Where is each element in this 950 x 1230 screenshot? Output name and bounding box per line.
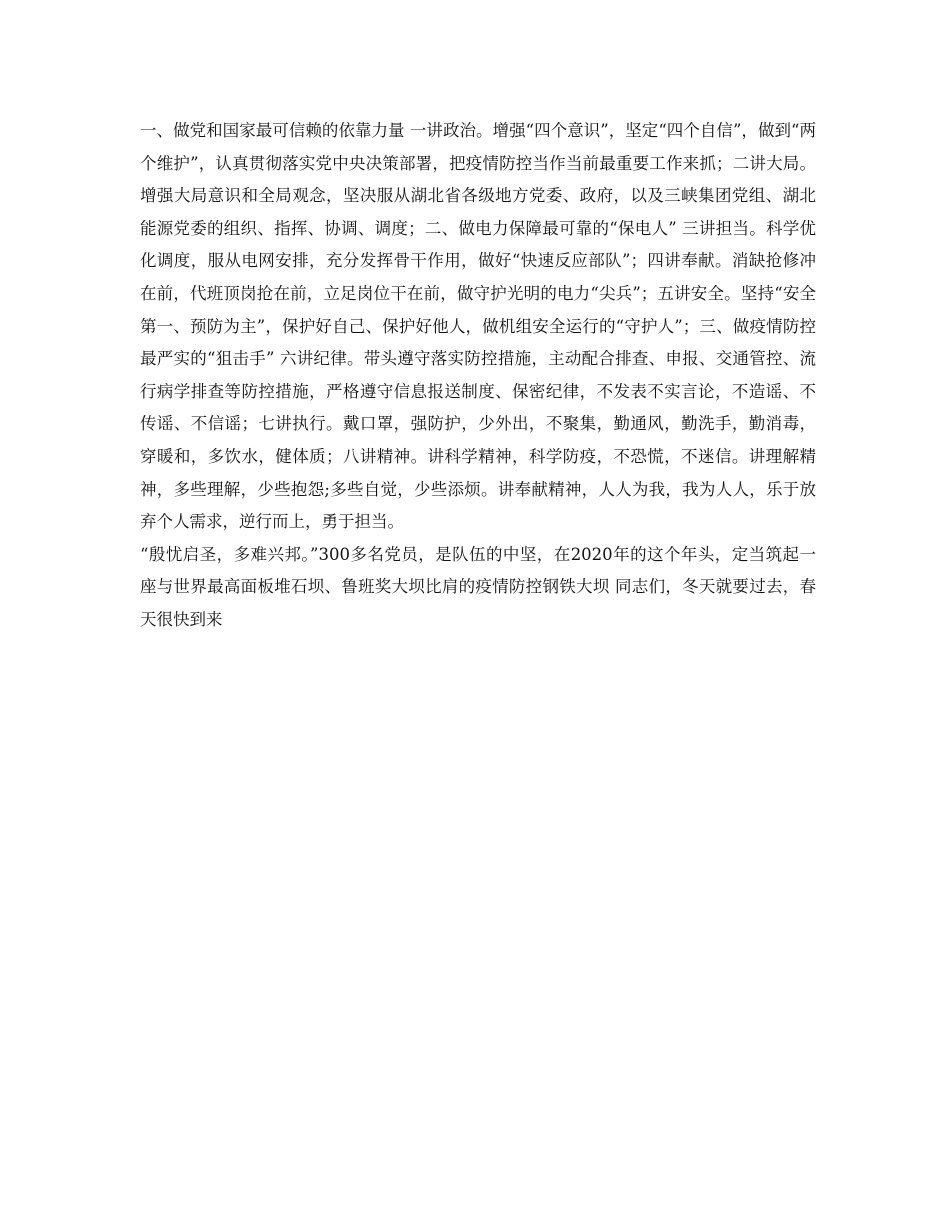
paragraph-closing: “殷忧启圣，多难兴邦。”300多名党员，是队伍的中坚，在2020年的这个年头，定当筑起一座与世界最高面板堆石坝、鲁班奖大坝比肩的疫情防控钢铁大坝 同志们，冬天就要过去，春天很快到来: [140, 544, 816, 629]
document-body: [140, 115, 816, 637]
paragraph-commitments: 一、做党和国家最可信赖的依靠力量 一讲政治。增强“四个意识”，坚定“四个自信”，做到“两个维护”，认真贯彻落实党中央决策部署，把疫情防控当作当前最重要工作来抓；二讲大局。增强大局意识和全局观念，坚决服从湖北省各级地方党委、政府，以及三峡集团党组、湖北能源党委的组织、指挥、协调、调度；二、做电力保障最可靠的“保电人” 三讲担当。科学优化调度，服从电网安排，充分发挥骨干作用，做好“快速反应部队”；四讲奉献。消缺抢修冲在前，代班顶岗抢在前，立足岗位干在前，做守护光明的电力“尖兵”；五讲安全。坚持“安全第一、预防为主”，保护好自己、保护好他人，做机组安全运行的“守护人”；三、做疫情防控最严实的“狙击手” 六讲纪律。带头遵守落实防控措施，主动配合排查、申报、交通管控、流行病学排查等防控措施，严格遵守信息报送制度、保密纪律，不发表不实言论，不造谣、不传谣、不信谣；七讲执行。戴口罩，强防护，少外出，不聚集，勤通风，勤洗手，勤消毒，穿暖和，多饮水，健体质；八讲精神。讲科学精神，科学防疫，不恐慌，不迷信。讲理解精神，多些理解，少些抱怨;多些自觉，少些添烦。讲奉献精神，人人为我，我为人人，乐于放弃个人需求，逆行而上，勇于担当。: [140, 121, 816, 532]
